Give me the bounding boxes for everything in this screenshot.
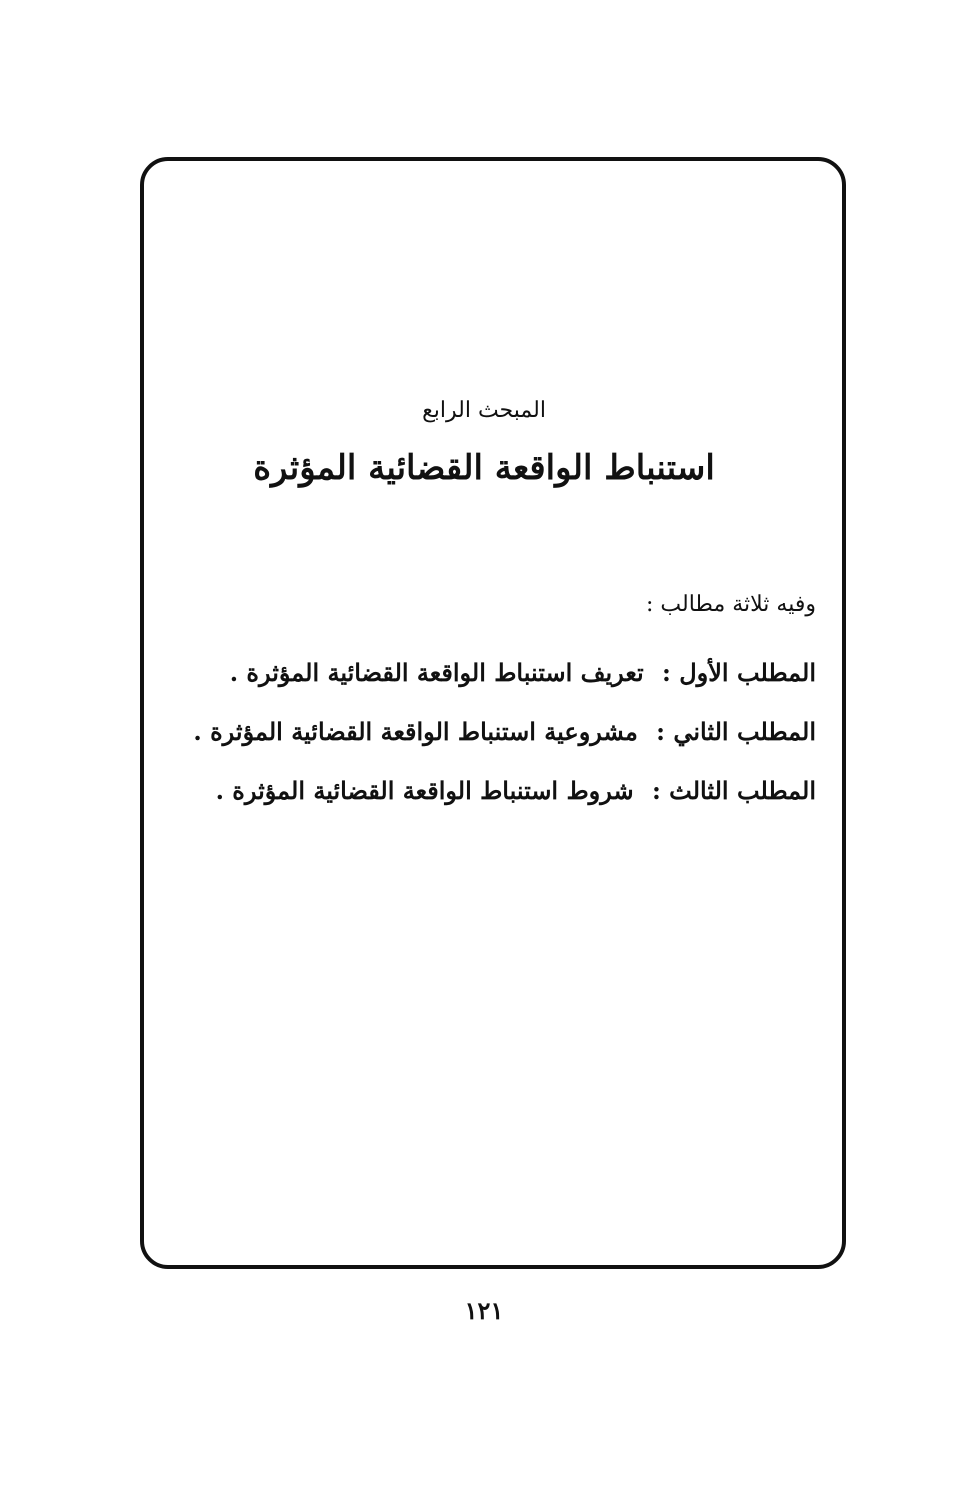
- section-label: المبحث الرابع: [422, 398, 546, 423]
- requirement-label: المطلب الثاني :: [656, 717, 816, 746]
- requirement-label: المطلب الأول :: [661, 658, 816, 687]
- section-title: استنباط الواقعة القضائية المؤثرة: [253, 448, 715, 488]
- page-number: ١٢١: [464, 1296, 504, 1325]
- intro-text: وفيه ثلاثة مطالب :: [646, 592, 816, 617]
- requirement-text: شروط استنباط الواقعة القضائية المؤثرة .: [215, 776, 634, 805]
- page-frame: [140, 157, 846, 1269]
- requirement-text: مشروعية استنباط الواقعة القضائية المؤثرة .: [193, 717, 638, 746]
- requirement-item: [216, 776, 816, 805]
- requirement-label: المطلب الثالث :: [651, 776, 816, 805]
- requirement-text: تعريف استنباط الواقعة القضائية المؤثرة .: [229, 658, 644, 687]
- requirement-item: [230, 658, 816, 687]
- requirement-item: [193, 717, 816, 746]
